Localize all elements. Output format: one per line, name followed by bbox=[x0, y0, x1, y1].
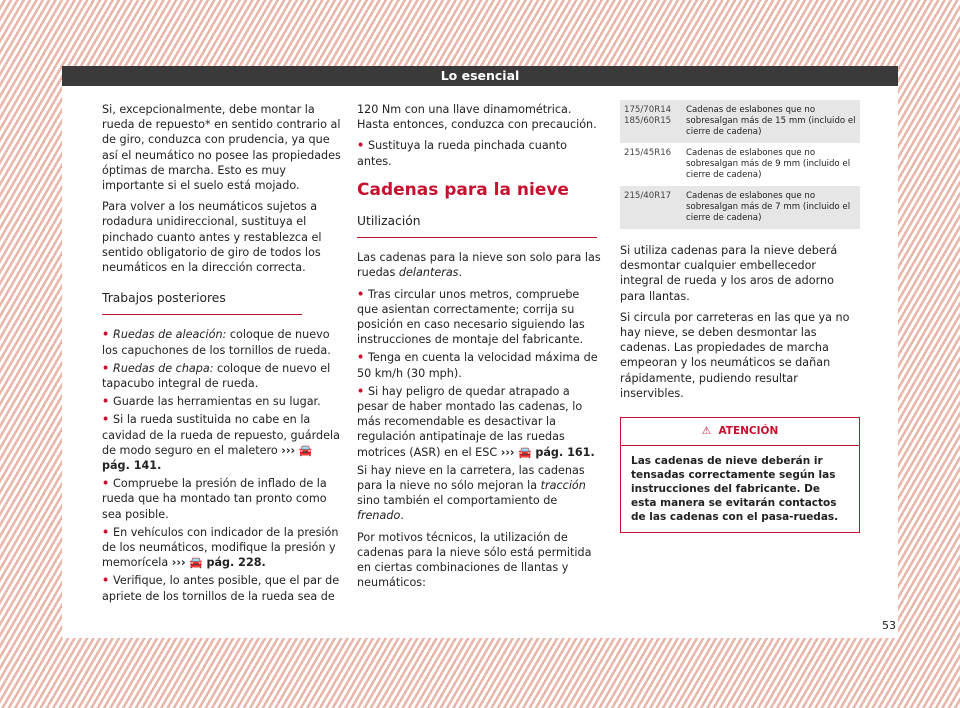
warning-text: Las cadenas de nieve deberán ir tensadas correctamente según las instrucciones del fabricante. De esta manera se evitarán contactos de las cadenas con el pasa-ruedas. bbox=[631, 455, 839, 524]
warning-triangle-icon: ⚠ bbox=[701, 425, 712, 438]
list-item: • En vehículos con indicador de la presión de los neumáticos, modifique la presión y memorícela ››› 🚘 pág. 228. bbox=[102, 525, 339, 570]
paragraph: 120 Nm con una llave dinamométrica. Hasta entonces, conduzca con precaución. bbox=[357, 103, 597, 132]
page-reference-link[interactable]: pág. 228 bbox=[206, 556, 262, 570]
bullet-icon: • bbox=[102, 361, 114, 375]
warning-header: ⚠ ATENCIÓN bbox=[621, 418, 859, 446]
paragraph: Si, excepcionalmente, debe montar la rueda de repuesto* en sentido contrario al de giro, conduzca con prudencia, ya que así el neumático no posee las propiedades óptimas de marcha. Esto es muy importante si el suelo está mojado. bbox=[102, 103, 341, 193]
table-row bbox=[620, 100, 860, 143]
bullet-icon: • bbox=[102, 477, 114, 491]
list-item: • Sustituya la rueda pinchada cuanto antes. bbox=[357, 139, 568, 168]
page-number: 53 bbox=[882, 619, 896, 632]
list-item: • Tras circular unos metros, compruebe que asientan correctamente; corrija su posición en caso necesario siguiendo las instrucciones de montaje del fabricante. bbox=[357, 287, 585, 347]
list-item: • Si hay peligro de quedar atrapado a pesar de haber montado las cadenas, lo más recomendable es desactivar la regulación antipatinaje de las ruedas motrices (ASR) en el ESC ››› 🚘 pág. 161. bbox=[357, 384, 595, 459]
car-book-icon: 🚘 bbox=[298, 443, 313, 457]
double-chevron-icon: ››› bbox=[281, 443, 296, 457]
paragraph: Si hay nieve en la carretera, las cadenas para la nieve no sólo mejoran la tracción sino también el comportamiento de frenado. bbox=[357, 463, 586, 523]
bullet-icon: • bbox=[102, 525, 114, 539]
list-item: • Verifique, lo antes posible, que el par de apriete de los tornillos de la rueda sea de bbox=[102, 574, 340, 603]
page-reference-link[interactable]: pág. 141 bbox=[102, 459, 158, 473]
double-chevron-icon: ››› bbox=[171, 556, 186, 570]
table-cell-tire: 215/40R17 bbox=[620, 186, 682, 229]
subheading: Trabajos posteriores bbox=[102, 291, 302, 315]
bullet-icon: • bbox=[357, 384, 369, 398]
paragraph: Si utiliza cadenas para la nieve deberá desmontar cualquier embellecedor integral de rueda y los aros de adorno para llantas. bbox=[620, 244, 838, 303]
paragraph: Las cadenas para la nieve son solo para las ruedas delanteras. bbox=[357, 251, 601, 280]
bullet-icon: • bbox=[357, 287, 369, 301]
table-cell-tire: 175/70R14 185/60R15 bbox=[620, 100, 682, 143]
bullet-icon: • bbox=[102, 328, 114, 342]
bullet-icon: • bbox=[102, 574, 114, 588]
list-item: • Si la rueda sustituida no cabe en la cavidad de la rueda de repuesto, guárdela de modo seguro en el maletero ››› 🚘 pág. 141. bbox=[102, 413, 340, 473]
table-row bbox=[620, 143, 860, 186]
table-row bbox=[620, 186, 860, 229]
emphasis: Ruedas de chapa: bbox=[113, 361, 214, 375]
paragraph: Si circula por carreteras en las que ya no hay nieve, se deben desmontar las cadenas. Las propiedades de marcha empeoran y los neumáticos se dañan rápidamente, pudiendo resultar inservibles. bbox=[620, 310, 850, 400]
list-item: • Tenga en cuenta la velocidad máxima de 50 km/h (30 mph). bbox=[357, 351, 598, 380]
bullet-icon: • bbox=[102, 395, 114, 409]
paragraph: Para volver a los neumáticos sujetos a rodadura unidireccional, sustituya el pinchado cuanto antes y restablezca el sentido obligatorio de giro de todos los neumáticos en la dirección correcta. bbox=[102, 200, 322, 275]
column-1 bbox=[102, 102, 342, 607]
section-title: Cadenas para la nieve bbox=[357, 179, 569, 200]
car-book-icon: 🚘 bbox=[518, 445, 532, 459]
chain-table bbox=[620, 100, 860, 229]
bullet-icon: • bbox=[357, 351, 369, 365]
subheading: Utilización bbox=[357, 214, 597, 238]
emphasis: Ruedas de aleación: bbox=[113, 328, 227, 342]
table-cell-desc: Cadenas de eslabones que no sobresalgan más de 15 mm (incluido el cierre de cadena) bbox=[682, 100, 860, 143]
bullet-icon: • bbox=[102, 413, 114, 427]
table-cell-desc: Cadenas de eslabones que no sobresalgan más de 7 mm (incluido el cierre de cadena) bbox=[682, 186, 860, 229]
bullet-icon: • bbox=[357, 139, 369, 153]
table-cell-desc: Cadenas de eslabones que no sobresalgan más de 9 mm (incluido el cierre de cadena) bbox=[682, 143, 860, 186]
list-item: • Ruedas de aleación: coloque de nuevo los capuchones de los tornillos de rueda. bbox=[102, 328, 331, 357]
page-reference-link[interactable]: pág. 161 bbox=[535, 445, 591, 459]
column-3 bbox=[620, 100, 860, 533]
section-header: Lo esencial bbox=[62, 66, 898, 86]
double-chevron-icon: ››› bbox=[500, 445, 515, 459]
car-book-icon: 🚘 bbox=[189, 556, 203, 570]
list-item: • Compruebe la presión de inflado de la rueda que ha montado tan pronto como sea posible. bbox=[102, 477, 327, 521]
table-cell-tire: 215/45R16 bbox=[620, 143, 682, 186]
warning-box bbox=[620, 417, 860, 533]
list-item: • Guarde las herramientas en su lugar. bbox=[102, 395, 321, 409]
column-2 bbox=[357, 102, 601, 596]
paragraph: Por motivos técnicos, la utilización de cadenas para la nieve sólo está permitida en ciertas combinaciones de llantas y neumáticos: bbox=[357, 530, 592, 590]
list-item: • Ruedas de chapa: coloque de nuevo el tapacubo integral de rueda. bbox=[102, 361, 331, 391]
